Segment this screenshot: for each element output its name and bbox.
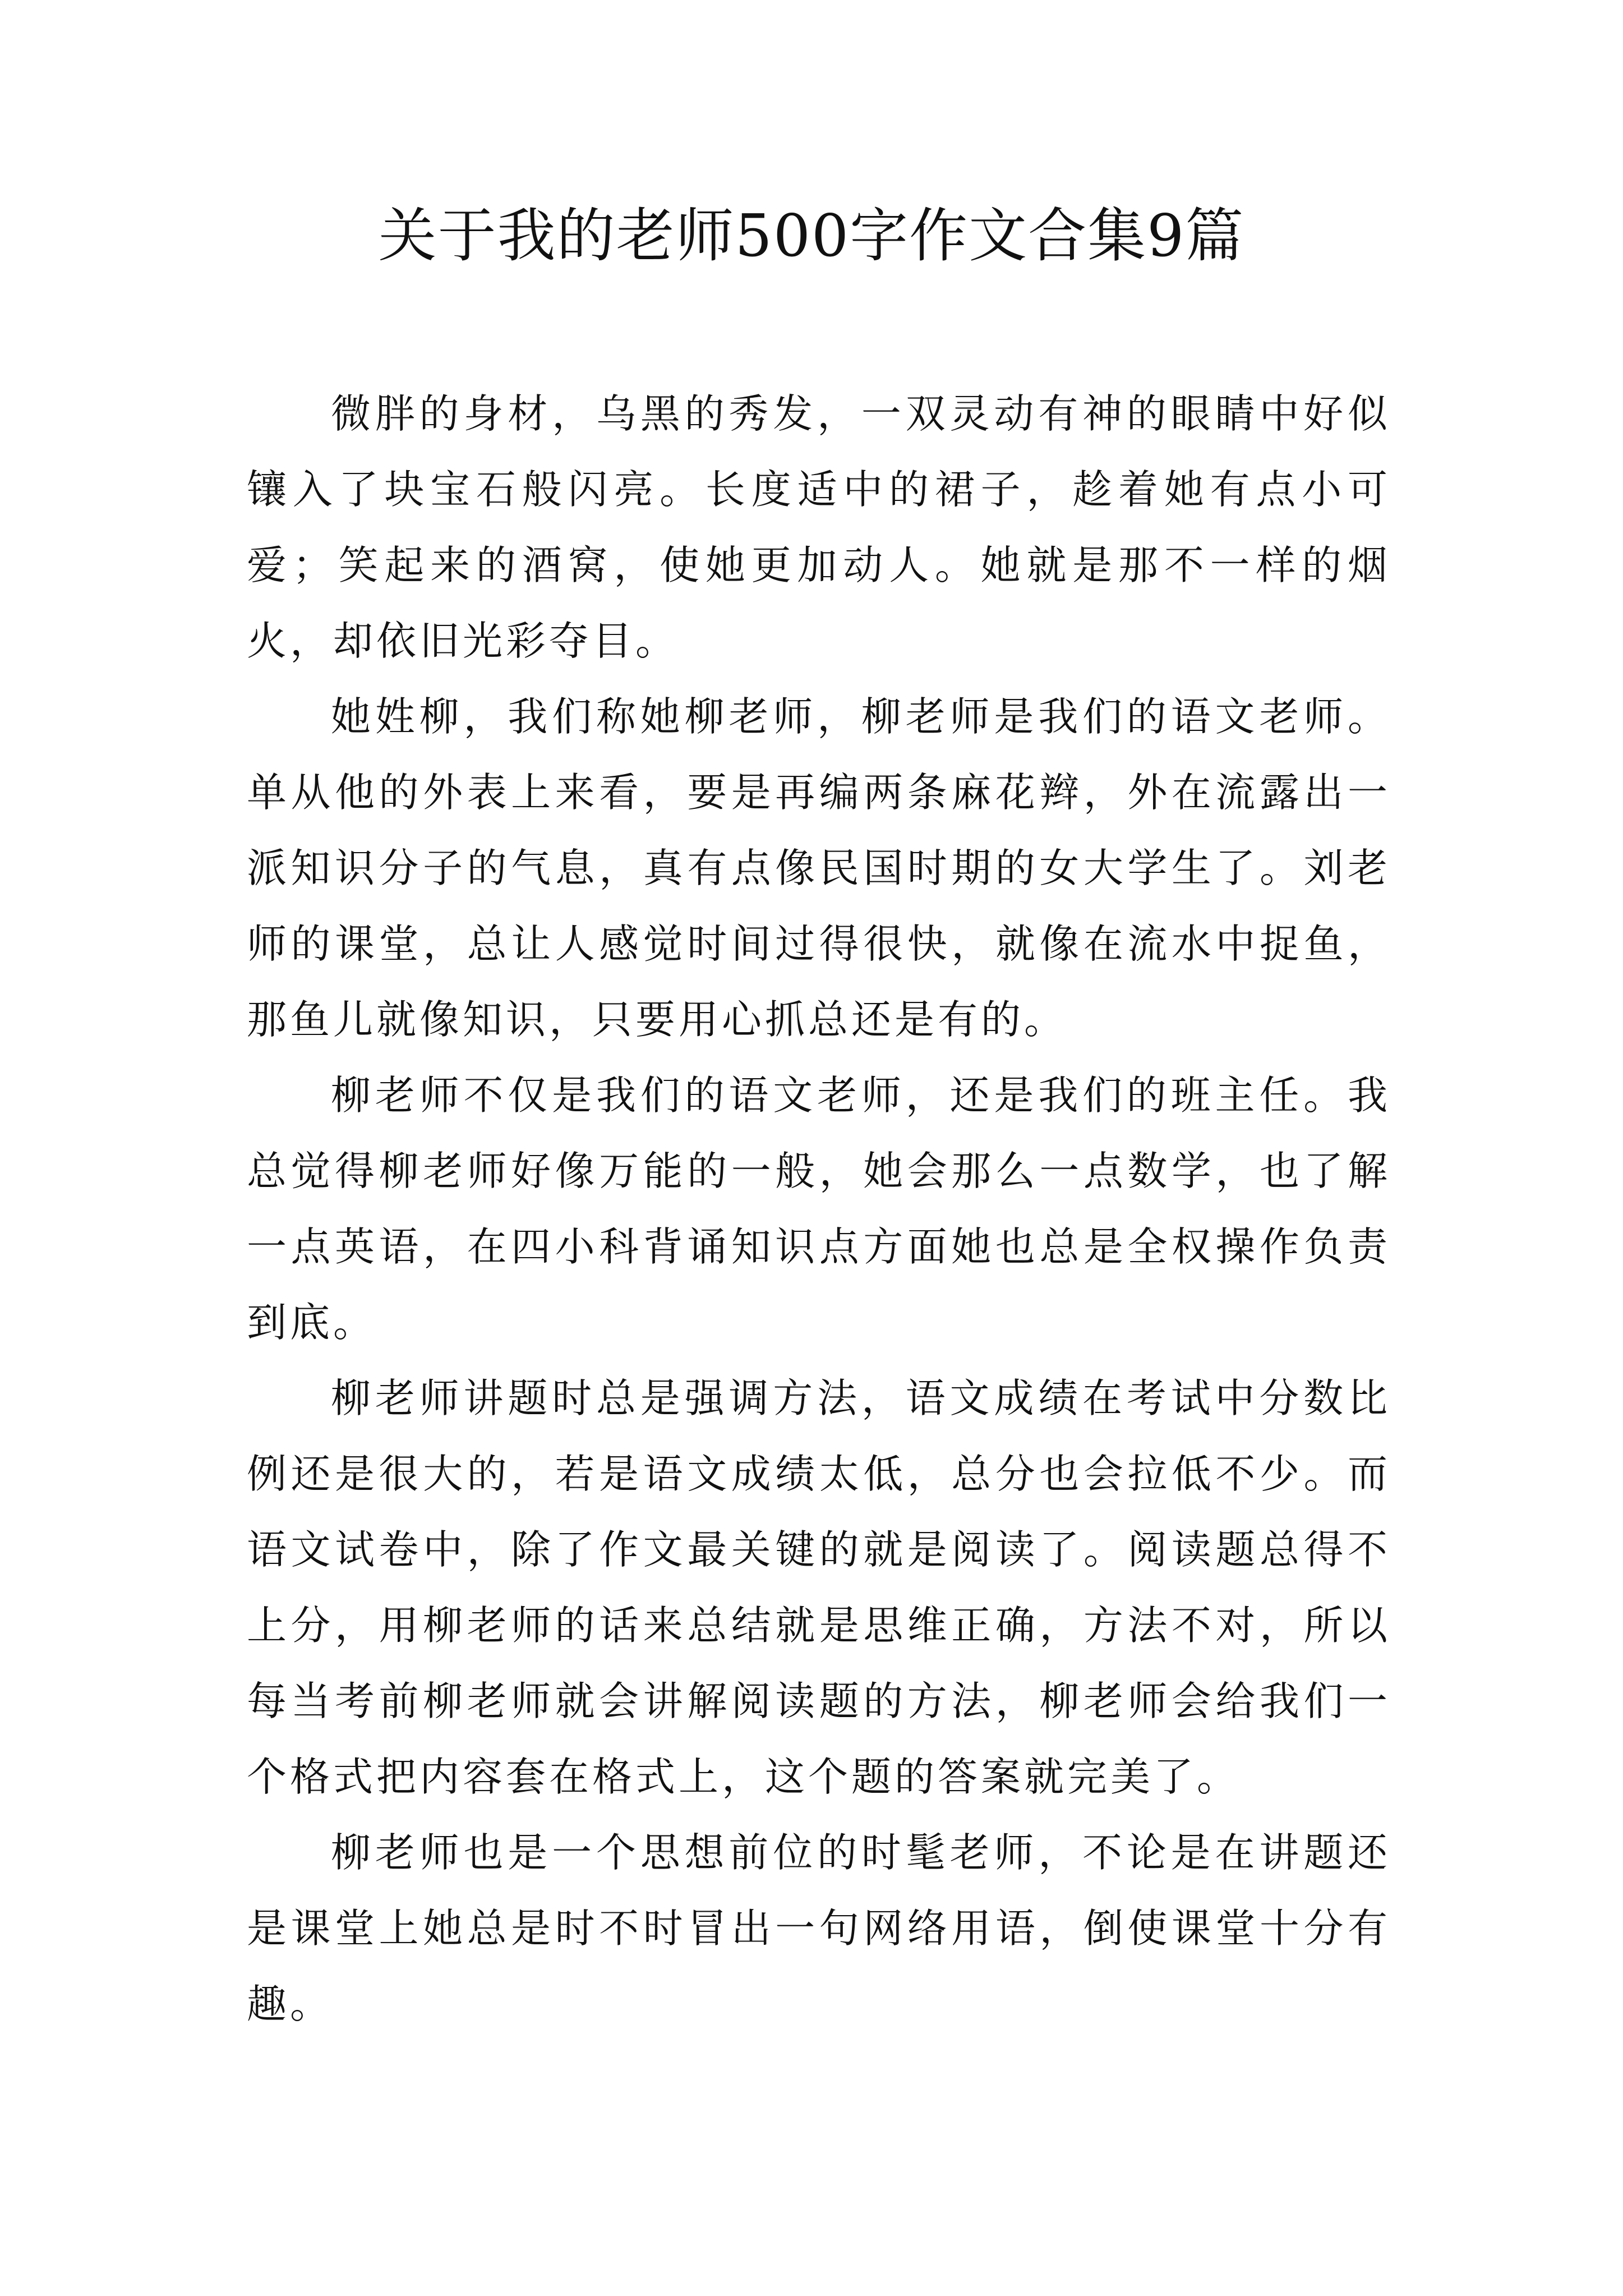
paragraph-2: 她姓柳，我们称她柳老师，柳老师是我们的语文老师。单从他的外表上来看，要是再编两条麻花辫，外在流露出一派知识分子的气息，真有点像民国时期的女大学生了。刘老师的课堂，总让人感觉时间过得很快，就像在流水中捉鱼，那鱼儿就像知识，只要用心抓总还是有的。 xyxy=(247,693,1391,1043)
paragraph-3: 柳老师不仅是我们的语文老师，还是我们的班主任。我总觉得柳老师好像万能的一般，她会那么一点数学，也了解一点英语，在四小科背诵知识点方面她也总是全权操作负责到底。 xyxy=(247,1072,1391,1346)
document-title: 关于我的老师500字作文合集9篇 xyxy=(378,201,1245,270)
document-body xyxy=(247,376,1391,2042)
paragraph-1: 微胖的身材，乌黑的秀发，一双灵动有神的眼睛中好似镶入了块宝石般闪亮。长度适中的裙子，趁着她有点小可爱；笑起来的酒窝，使她更加动人。她就是那不一样的烟火，却依旧光彩夺目。 xyxy=(247,390,1391,664)
paragraph-5: 柳老师也是一个思想前位的时髦老师，不论是在讲题还是课堂上她总是时不时冒出一句网络用语，倒使课堂十分有趣。 xyxy=(247,1829,1391,2027)
paragraph-4: 柳老师讲题时总是强调方法，语文成绩在考试中分数比例还是很大的，若是语文成绩太低，总分也会拉低不少。而语文试卷中，除了作文最关键的就是阅读了。阅读题总得不上分，用柳老师的话来总结就是思维正确，方法不对，所以每当考前柳老师就会讲解阅读题的方法，柳老师会给我们一个格式把内容套在格式上，这个题的答案就完美了。 xyxy=(247,1375,1391,1800)
